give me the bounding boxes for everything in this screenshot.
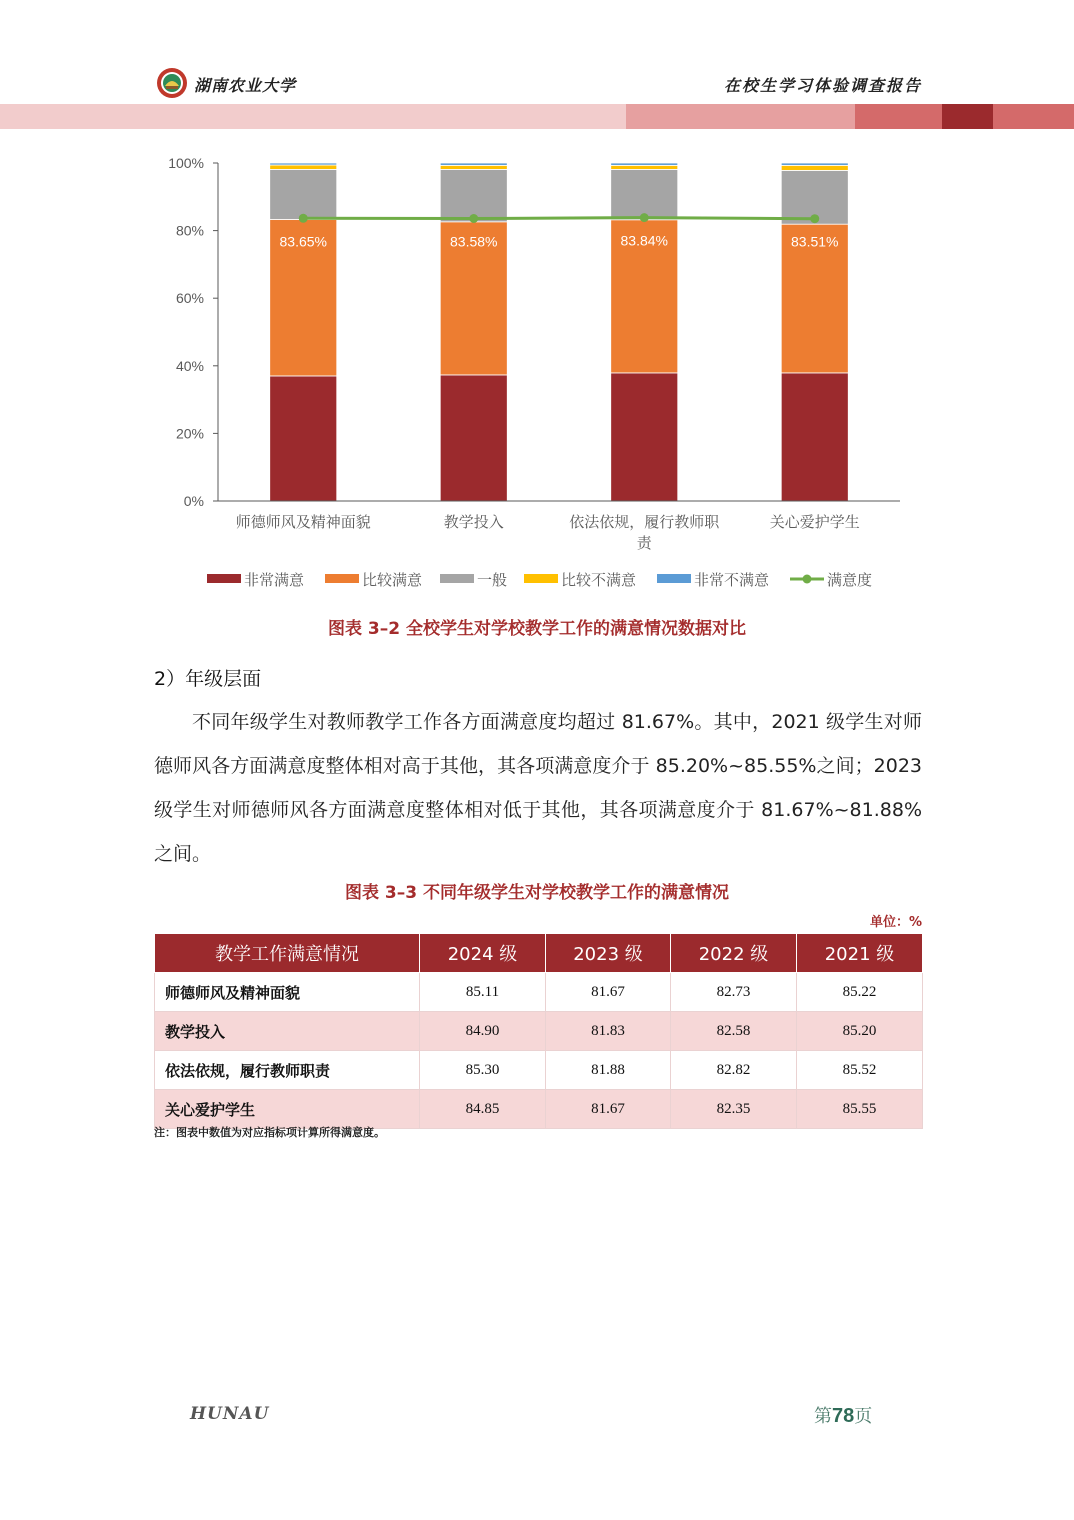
table-header-row [155, 934, 923, 973]
bar-segment-3 [270, 169, 337, 219]
table-caption: 图表 3–3 不同年级学生对学校教学工作的满意情况 [345, 883, 729, 903]
x-category-label: 师德师风及精神面貌 [235, 513, 371, 531]
satisfaction-point [469, 214, 478, 223]
y-tick-label: 20% [175, 425, 204, 442]
table-row [155, 973, 923, 1012]
grade-satisfaction-table [154, 933, 923, 1129]
satisfaction-line [303, 218, 815, 219]
satisfaction-point [810, 214, 819, 223]
bar-segment-4 [270, 165, 337, 169]
y-tick-label: 80% [175, 222, 204, 239]
legend-swatch [207, 574, 241, 583]
y-tick-label: 100% [168, 155, 204, 171]
legend-swatch [440, 574, 474, 583]
row-label-cell: 关心爱护学生 [155, 1090, 420, 1129]
data-label: 83.51% [791, 233, 839, 250]
page-number-value: 78 [832, 1405, 855, 1427]
value-cell: 82.73 [671, 973, 797, 1012]
value-cell: 85.11 [420, 973, 546, 1012]
row-label-cell: 依法依规，履行教师职责 [155, 1051, 420, 1090]
page-prefix: 第 [814, 1406, 832, 1427]
band-segment [993, 104, 1074, 129]
legend-label: 比较不满意 [561, 571, 637, 589]
legend-swatch [524, 574, 558, 583]
row-label-cell: 师德师风及精神面貌 [155, 973, 420, 1012]
y-tick-label: 60% [175, 290, 204, 307]
x-category-label: 教学投入 [443, 513, 504, 531]
y-tick-label: 40% [175, 357, 204, 374]
value-cell: 84.85 [420, 1090, 546, 1129]
bar-segment-3 [440, 169, 507, 221]
legend-label: 比较满意 [362, 571, 423, 589]
bar-segment-1 [611, 373, 678, 501]
unit-label: 单位：% [869, 915, 922, 930]
data-label: 83.65% [279, 233, 327, 250]
paragraph-text: 不同年级学生对教师教学工作各方面满意度均超过 81.67%。其中，2021 级学生对师德师风各方面满意度整体相对高于其他，其各项满意度介于 85.20%~85.55%之间；2023 级学生对师德师风各方面满意度整体相对低于其他，其各项满意度介于 81.67%~81.88%之间。 [154, 711, 922, 865]
data-label: 83.84% [620, 232, 668, 249]
table-note: 注：图表中数值为对应指标项计算所得满意度。 [154, 1126, 385, 1139]
satisfaction-point [299, 214, 308, 223]
table-header-cell: 2023 级 [546, 934, 671, 973]
bar-segment-5 [270, 163, 337, 165]
y-tick-label: 0% [183, 493, 204, 509]
header-report-title: 在校生学习体验调查报告 [723, 76, 922, 95]
band-segment [626, 104, 855, 129]
value-cell: 85.20 [797, 1012, 923, 1051]
legend-swatch [657, 574, 691, 583]
table-header-cell: 2021 级 [797, 934, 923, 973]
bar-segment-5 [440, 163, 507, 165]
legend-point-swatch [803, 575, 812, 584]
x-category-label: 责 [636, 534, 652, 552]
body-paragraph [154, 700, 922, 876]
legend-label: 满意度 [827, 571, 873, 589]
value-cell: 82.35 [671, 1090, 797, 1129]
bar-segment-1 [270, 376, 337, 501]
section-heading: 2）年级层面 [154, 668, 262, 690]
data-label: 83.58% [450, 233, 498, 250]
row-label-cell: 教学投入 [155, 1012, 420, 1051]
bar-segment-3 [611, 169, 678, 219]
bar-segment-4 [440, 165, 507, 169]
value-cell: 81.67 [546, 1090, 671, 1129]
footer-hunau-text: HUNAU [190, 1404, 270, 1424]
bar-segment-4 [781, 165, 848, 170]
bar-segment-1 [440, 375, 507, 501]
table-header-cell: 教学工作满意情况 [155, 934, 420, 973]
satisfaction-stacked-bar-chart [150, 140, 930, 600]
value-cell: 85.52 [797, 1051, 923, 1090]
value-cell: 81.88 [546, 1051, 671, 1090]
bar-segment-5 [611, 163, 678, 165]
value-cell: 85.30 [420, 1051, 546, 1090]
table-row [155, 1090, 923, 1129]
table-header-cell: 2024 级 [420, 934, 546, 973]
bar-segment-4 [611, 165, 678, 169]
legend-label: 非常满意 [244, 571, 305, 589]
band-segment [942, 104, 993, 129]
band-segment [0, 104, 626, 129]
value-cell: 81.83 [546, 1012, 671, 1051]
table-row [155, 1051, 923, 1090]
bar-segment-1 [781, 373, 848, 501]
value-cell: 85.22 [797, 973, 923, 1012]
legend-swatch [325, 574, 359, 583]
value-cell: 81.67 [546, 973, 671, 1012]
x-category-label: 关心爱护学生 [769, 513, 860, 531]
page-number [814, 1402, 872, 1428]
bar-segment-5 [781, 163, 848, 165]
legend-label: 一般 [477, 571, 508, 589]
table-row [155, 1012, 923, 1051]
value-cell: 84.90 [420, 1012, 546, 1051]
value-cell: 85.55 [797, 1090, 923, 1129]
band-segment [855, 104, 942, 129]
figure-caption: 图表 3–2 全校学生对学校教学工作的满意情况数据对比 [328, 619, 746, 639]
x-category-label: 依法依规，履行教师职 [569, 513, 720, 531]
value-cell: 82.58 [671, 1012, 797, 1051]
header-color-band [0, 104, 1074, 129]
header-university-name: 湖南农业大学 [194, 76, 297, 95]
page-suffix: 页 [854, 1406, 873, 1427]
table-header-cell: 2022 级 [671, 934, 797, 973]
value-cell: 82.82 [671, 1051, 797, 1090]
university-logo-icon [156, 67, 188, 99]
satisfaction-point [640, 213, 649, 222]
legend-label: 非常不满意 [694, 571, 770, 589]
